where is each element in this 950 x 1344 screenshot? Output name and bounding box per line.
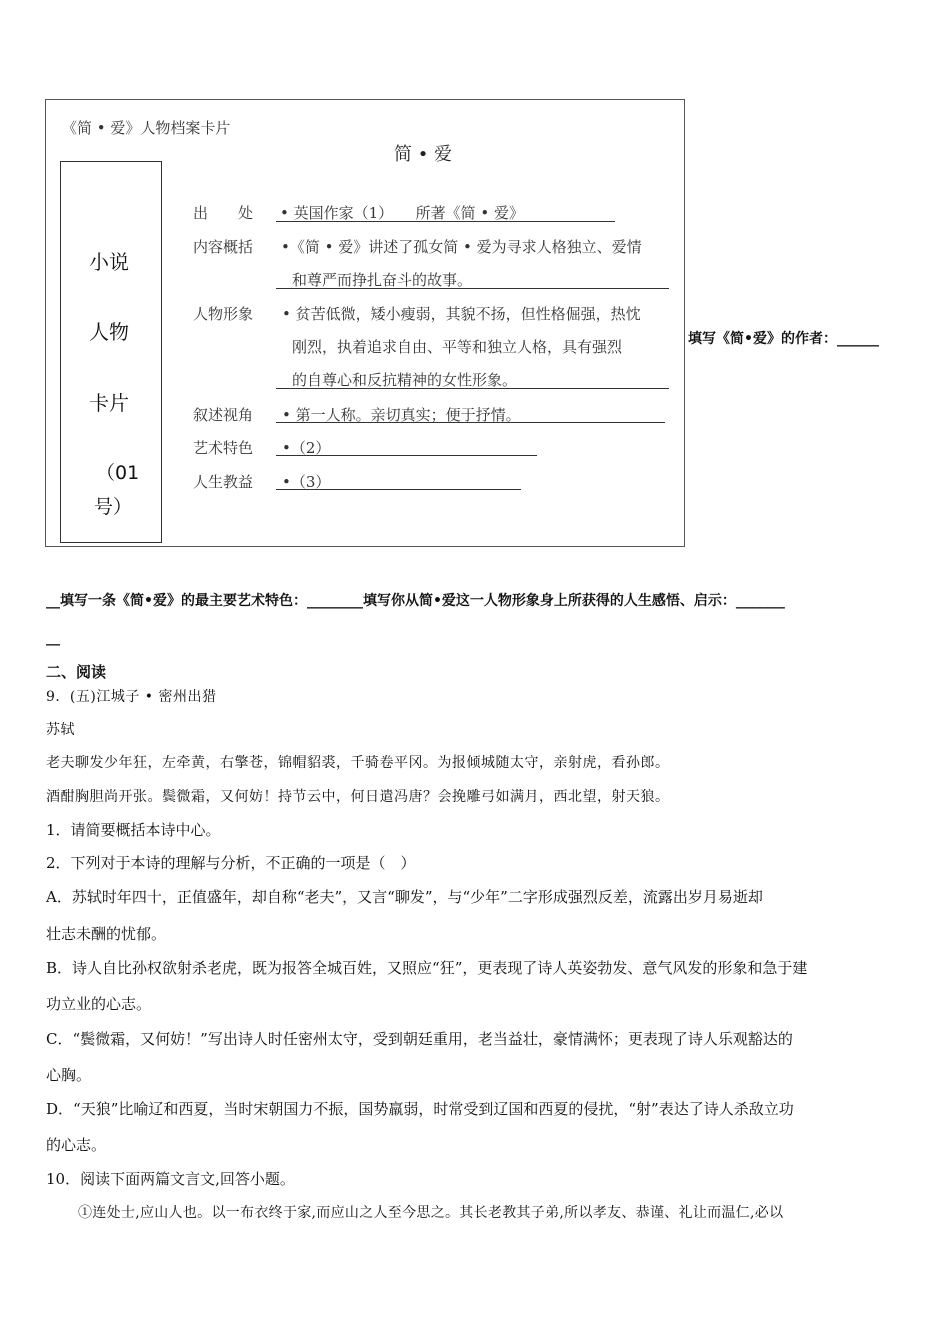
q9-poem-line: 老夫聊发少年狂，左牵黄，右擎苍，锦帽貂裘，千骑卷平冈。为报倾城随太守，亲射虎，看孙郎。 bbox=[46, 755, 670, 771]
q9-poem-line: 酒酣胸胆尚开张。鬓微霜，又何妨！持节云中，何日遣冯唐？会挽雕弓如满月，西北望，射天狼。 bbox=[46, 789, 670, 805]
row-label-lesson: 人生教益 bbox=[193, 473, 254, 491]
underline bbox=[276, 388, 669, 389]
row-text: •《简 • 爱》讲述了孤女简 • 爱为寻求人格独立、爱情 bbox=[281, 238, 642, 256]
card-side-box bbox=[60, 161, 162, 543]
q10-title: 10．阅读下面两篇文言文,回答小题。 bbox=[46, 1170, 295, 1188]
row-label-source: 出 处 bbox=[193, 204, 254, 222]
q9-option-b-cont: 功立业的心志。 bbox=[46, 995, 152, 1013]
underline bbox=[276, 221, 615, 222]
row-label-perspective: 叙述视角 bbox=[193, 406, 254, 424]
q9-sub2: 2．下列对于本诗的理解与分析，不正确的一项是（ ） bbox=[46, 854, 416, 872]
underline bbox=[276, 422, 665, 423]
row-text: •（2） bbox=[282, 439, 331, 457]
card-header: 《简 • 爱》人物档案卡片 bbox=[62, 119, 231, 137]
q9-title: 9．(五)江城子 • 密州出猎 bbox=[46, 689, 217, 705]
row-label-image: 人物形象 bbox=[193, 305, 254, 323]
side-line: （01 bbox=[96, 462, 140, 484]
q9-option-a: A．苏轼时年四十，正值盛年，却自称“老夫”，又言“聊发”，与“少年”二字形成强烈反差，流露出岁月易逝却 bbox=[46, 888, 763, 906]
side-line: 人物 bbox=[89, 320, 129, 344]
underline bbox=[276, 489, 521, 490]
q9-option-d-cont: 的心志。 bbox=[46, 1136, 107, 1154]
underline bbox=[276, 288, 669, 289]
row-text: 刚烈，执着追求自由、平等和独立人格，具有强烈 bbox=[292, 338, 623, 356]
q9-option-b: B．诗人自比孙权欲射杀老虎，既为报答全城百姓，又照应“狂”，更表现了诗人英姿勃发、意气风发的形象和急于建 bbox=[46, 959, 808, 977]
q10-paragraph: ①连处士,应山人也。以一布衣终于家,而应山之人至今思之。其长老教其子弟,所以孝友、恭谨、礼让而温仁,必以 bbox=[78, 1205, 784, 1221]
q9-option-a-cont: 壮志未酬的忧郁。 bbox=[46, 925, 167, 943]
row-text: •（3） bbox=[282, 473, 331, 491]
q9-option-c: C．“鬓微霜，又何妨！”写出诗人时任密州太守，受到朝廷重用，老当益壮，豪情满怀；更表现了诗人乐观豁达的 bbox=[46, 1030, 793, 1048]
q9-option-d: D．“天狼”比喻辽和西夏，当时宋朝国力不振，国势羸弱，时常受到辽国和西夏的侵扰，“射”表达了诗人杀敌立功 bbox=[46, 1100, 794, 1118]
q9-sub1: 1．请简要概括本诗中心。 bbox=[46, 821, 221, 839]
row-text: • 第一人称。亲切真实；便于抒情。 bbox=[282, 406, 521, 424]
question-feature-cont: __ bbox=[46, 630, 60, 646]
section-title: 二、阅读 bbox=[46, 663, 107, 681]
row-label-art: 艺术特色 bbox=[193, 439, 254, 457]
underline bbox=[276, 455, 537, 456]
row-text: 和尊严而挣扎奋斗的故事。 bbox=[292, 271, 473, 289]
side-line: 小说 bbox=[89, 250, 129, 274]
side-line: 号） bbox=[94, 496, 133, 518]
question-feature: __填写一条《简•爱》的最主要艺术特色：________填写你从简•爱这一人物形象身上所获得的人生感悟、启示：_______ bbox=[46, 593, 785, 609]
card-title: 简 • 爱 bbox=[394, 144, 453, 165]
row-text: • 贫苦低微，矮小瘦弱，其貌不扬，但性格倔强，热忱 bbox=[282, 305, 641, 323]
q9-option-c-cont: 心胸。 bbox=[46, 1066, 92, 1084]
row-label-summary: 内容概括 bbox=[193, 238, 254, 256]
row-text: • 英国作家（1） 所著《简 • 爱》 bbox=[280, 204, 525, 222]
q9-author: 苏轼 bbox=[46, 722, 75, 738]
side-line: 卡片 bbox=[89, 391, 129, 415]
question-author: 填写《简•爱》的作者：______ bbox=[688, 331, 879, 347]
row-text: 的自尊心和反抗精神的女性形象。 bbox=[292, 371, 518, 389]
